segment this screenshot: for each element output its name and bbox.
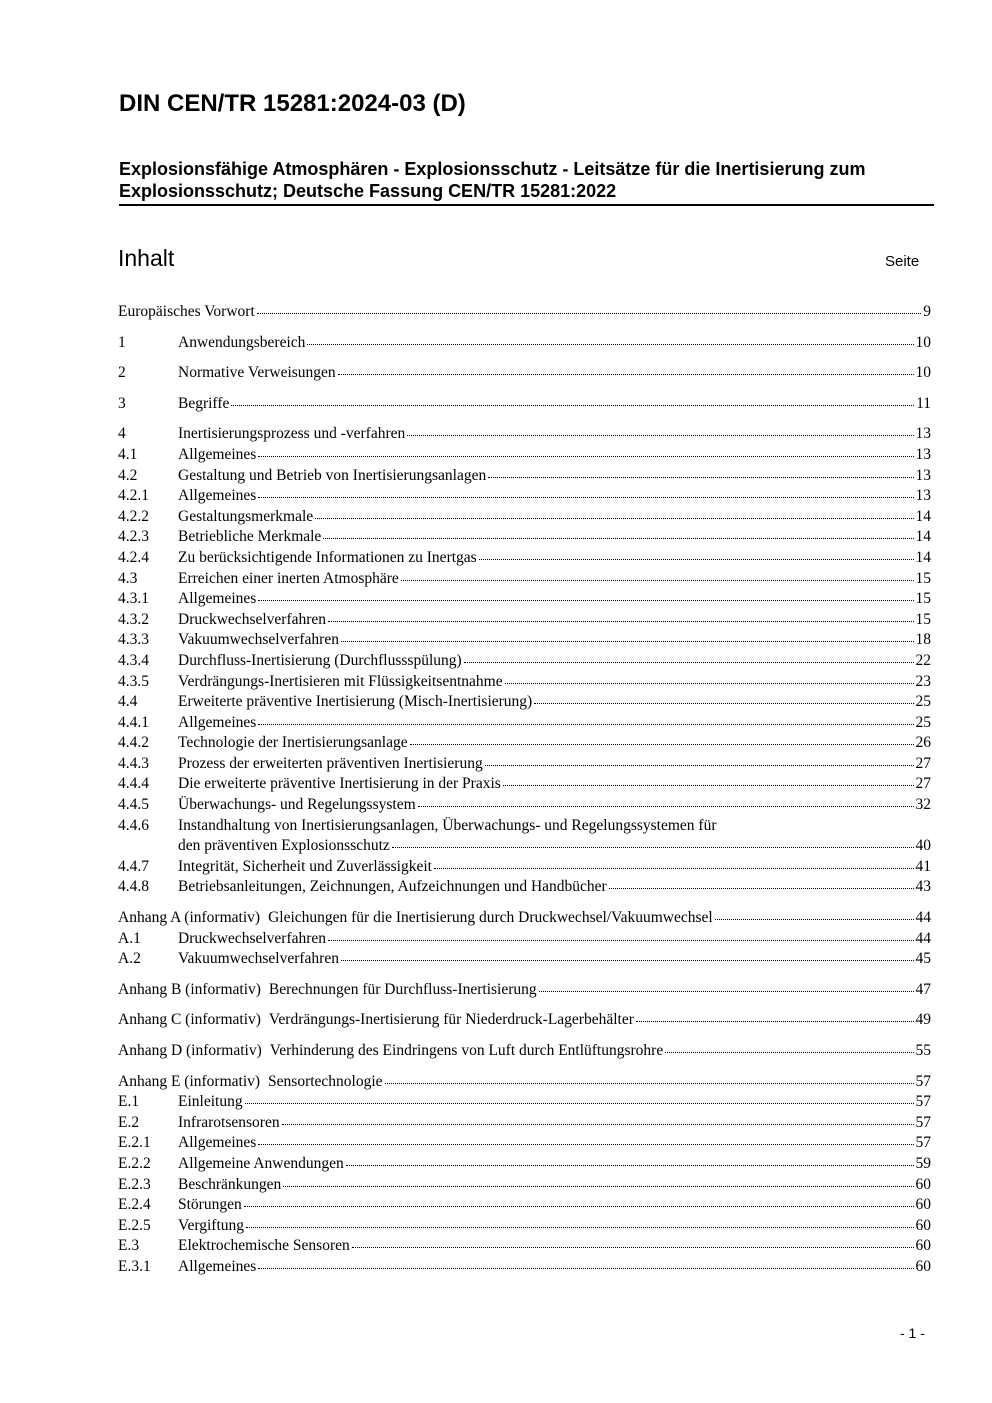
toc-entry-title: Zu berücksichtigende Informationen zu Inertgas (178, 548, 477, 566)
toc-entry-title: Beschränkungen (178, 1175, 282, 1193)
toc-entry-title: Allgemeines (178, 487, 257, 505)
toc-entry-number: 4.4.8 (118, 878, 149, 896)
toc-leader-dots (244, 1205, 914, 1207)
toc-entry[interactable] (118, 394, 931, 415)
toc-leader-dots (282, 1123, 914, 1125)
toc-leader-dots (665, 1051, 913, 1053)
toc-entry-number: 4 (118, 425, 126, 443)
toc-entry-title: Infrarotsensoren (178, 1113, 280, 1131)
toc-leader-dots (539, 990, 914, 992)
toc-entry-title: Verhinderung des Eindringens von Luft durch Entlüftungsrohre (269, 1042, 664, 1059)
toc-entry-title: Gestaltungsmerkmale (178, 507, 314, 525)
toc-entry-number: 4.2 (118, 466, 138, 484)
toc-entry-title: Überwachungs- und Regelungssystem (178, 796, 416, 814)
toc-entry-number: 4.4.1 (118, 713, 149, 731)
toc-leader-dots (231, 404, 914, 406)
toc-entry[interactable] (118, 1092, 931, 1113)
toc-entry-page: 44 (915, 929, 931, 947)
toc-entry[interactable] (118, 486, 931, 507)
toc-entry-number: 3 (118, 394, 126, 412)
toc-entry-page: 26 (915, 734, 931, 752)
toc-entry[interactable] (118, 816, 931, 857)
toc-entry-page: 11 (916, 394, 931, 412)
toc-entry-page: 13 (915, 487, 931, 505)
toc-annex-label: Anhang E (informativ) (118, 1072, 261, 1090)
toc-entry-page: 13 (915, 425, 931, 443)
toc-leader-dots (609, 887, 914, 889)
toc-entry-title: Allgemeine Anwendungen (178, 1154, 344, 1172)
toc-entry-title: Allgemeines (178, 1134, 257, 1152)
toc-leader-dots (283, 1185, 913, 1187)
toc-entry[interactable] (118, 507, 931, 528)
toc-entry[interactable] (118, 424, 931, 445)
toc-entry-number: 4.3.1 (118, 590, 149, 608)
toc-entry-title: Druckwechselverfahren (178, 610, 327, 628)
toc-leader-dots (328, 620, 913, 622)
toc-entry-page: 15 (915, 610, 931, 628)
toc-leader-dots (464, 661, 914, 663)
toc-entry-title: Sensortechnologie (268, 1072, 383, 1090)
toc-entry[interactable] (118, 569, 931, 590)
toc-entry-page: 14 (915, 507, 931, 525)
toc-entry-page: 60 (915, 1237, 931, 1255)
toc-entry-title: Störungen (178, 1196, 242, 1214)
toc-entry-number: E.3.1 (118, 1257, 151, 1275)
toc-entry[interactable] (118, 610, 931, 631)
toc-entry-title: Prozess der erweiterten präventiven Inertisierung (178, 754, 483, 772)
toc-annex-label: Anhang D (informativ) (118, 1042, 262, 1059)
toc-leader-dots (258, 455, 913, 457)
toc-entry-page: 13 (915, 466, 931, 484)
toc-entry-page: 14 (915, 548, 931, 566)
toc-entry-number: A.2 (118, 950, 141, 968)
toc-entry[interactable] (118, 1236, 931, 1257)
toc-entry-number: 4.3.5 (118, 672, 149, 690)
toc-leader-dots (307, 343, 913, 345)
toc-leader-dots (505, 682, 914, 684)
toc-entry-number: 2 (118, 364, 126, 382)
toc-entry-title: Elektrochemische Sensoren (178, 1237, 350, 1255)
toc-entry[interactable] (118, 1154, 931, 1175)
toc-entry-page: 18 (915, 631, 931, 649)
toc-entry-page: 45 (915, 950, 931, 968)
toc-entry-title: Berechnungen für Durchfluss-Inertisierung (268, 980, 537, 998)
toc-entry[interactable] (118, 1175, 931, 1196)
toc-entry-title: Anwendungsbereich (178, 333, 306, 351)
toc-entry-title: Die erweiterte präventive Inertisierung in der Praxis (178, 775, 501, 793)
toc-entry[interactable] (118, 795, 931, 816)
toc-leader-dots (258, 1143, 913, 1145)
toc-entry-title: Allgemeines (178, 1257, 257, 1275)
toc-entry[interactable] (118, 857, 931, 878)
toc-entry-page: 57 (915, 1072, 931, 1090)
toc-leader-dots (636, 1020, 914, 1022)
toc-entry[interactable] (118, 1216, 931, 1237)
toc-entry-number: 4.2.2 (118, 507, 149, 525)
toc-leader-dots (401, 579, 914, 581)
toc-entry-title: Vakuumwechselverfahren (178, 950, 339, 968)
toc-entry-title: Vergiftung (178, 1216, 245, 1234)
toc-leader-dots (246, 1226, 913, 1228)
toc-leader-dots (488, 476, 913, 478)
toc-entry[interactable] (118, 1133, 931, 1154)
toc-annex-label: Anhang A (informativ) (118, 909, 261, 927)
toc-entry-number: E.2 (118, 1113, 140, 1131)
toc-entry[interactable] (118, 980, 931, 1001)
toc-entry[interactable] (118, 692, 931, 713)
toc-entry-page: 59 (915, 1154, 931, 1172)
toc-entry-number: E.2.5 (118, 1216, 151, 1234)
toc-entry[interactable] (118, 445, 931, 466)
toc-leader-dots (503, 784, 914, 786)
toc-leader-dots (258, 599, 913, 601)
toc-entry-title: Erreichen einer inerten Atmosphäre (178, 569, 399, 587)
toc-entry-page: 22 (915, 651, 931, 669)
toc-entry-number: 4.4.5 (118, 796, 149, 814)
toc-leader-dots (434, 867, 914, 869)
toc-leader-dots (338, 373, 914, 375)
toc-entry[interactable] (118, 363, 931, 384)
toc-leader-dots (245, 1102, 914, 1104)
toc-entry[interactable] (118, 589, 931, 610)
toc-entry-number: 4.4.6 (118, 816, 149, 834)
toc-entry-page: 14 (915, 528, 931, 546)
toc-entry-page: 41 (915, 857, 931, 875)
toc-entry-title: Integrität, Sicherheit und Zuverlässigkeit (178, 857, 432, 875)
toc-entry[interactable] (118, 929, 931, 950)
toc-entry-page: 23 (915, 672, 931, 690)
toc-entry-page: 25 (915, 693, 931, 711)
toc-entry-number: 4.4.4 (118, 775, 149, 793)
toc-entry-number: 4.4 (118, 693, 138, 711)
toc-entry-page: 10 (915, 364, 931, 382)
toc-entry-title: Einleitung (178, 1093, 243, 1111)
toc-entry[interactable] (118, 1072, 931, 1093)
toc-leader-dots (485, 764, 914, 766)
toc-entry-title: Vakuumwechselverfahren (178, 631, 339, 649)
toc-entry-title: Betriebsanleitungen, Zeichnungen, Aufzeichnungen und Handbücher (178, 878, 607, 896)
toc-entry[interactable] (118, 1257, 931, 1278)
toc-entry-number: 4.4.2 (118, 734, 149, 752)
toc-leader-dots (410, 743, 914, 745)
toc-entry-number: 1 (118, 333, 126, 351)
toc-entry[interactable] (118, 672, 931, 693)
toc-page-label: Seite (885, 253, 920, 270)
toc-entry-page: 15 (915, 590, 931, 608)
toc-entry-title: Druckwechselverfahren (178, 929, 327, 947)
toc-leader-dots (257, 312, 921, 314)
toc-entry[interactable] (118, 877, 931, 898)
document-title: DIN CEN/TR 15281:2024-03 (D) (119, 90, 466, 117)
toc-entry[interactable] (118, 774, 931, 795)
toc-leader-dots (341, 640, 914, 642)
toc-entry-page: 60 (915, 1257, 931, 1275)
toc-entry-title: Allgemeines (178, 445, 257, 463)
toc-entry-number: 4.3.2 (118, 610, 149, 628)
toc-entry-page: 60 (915, 1196, 931, 1214)
toc-entry-page: 49 (915, 1011, 931, 1029)
toc-entry-number: 4.3.4 (118, 651, 149, 669)
toc-entry[interactable] (118, 754, 931, 775)
toc-entry-number: 4.2.3 (118, 528, 149, 546)
toc-leader-dots (418, 805, 914, 807)
toc-entry[interactable] (118, 548, 931, 569)
toc-entry-title: Inertisierungsprozess und -verfahren (178, 425, 406, 443)
toc-entry-number: E.2.3 (118, 1175, 151, 1193)
toc-entry[interactable] (118, 908, 931, 929)
toc-entry-page: 27 (915, 754, 931, 772)
toc-entry-title: Verdrängungs-Inertisieren mit Flüssigkeitsentnahme (178, 672, 503, 690)
toc-entry-number: E.2.1 (118, 1134, 151, 1152)
toc-heading: Inhalt (118, 245, 175, 271)
toc-leader-dots (392, 846, 914, 848)
toc-entry-number: E.1 (118, 1093, 140, 1111)
toc-leader-dots (323, 537, 913, 539)
toc-entry-number: E.3 (118, 1237, 140, 1255)
toc-entry[interactable] (118, 1041, 931, 1062)
toc-entry-number: 4.2.1 (118, 487, 149, 505)
toc-entry-number: 4.2.4 (118, 548, 149, 566)
toc-entry-title: Durchfluss-Inertisierung (Durchflussspülung) (178, 651, 462, 669)
toc-entry-page: 55 (915, 1042, 931, 1059)
toc-entry[interactable] (118, 466, 931, 487)
page-number: - 1 - (900, 1325, 925, 1341)
toc-leader-dots (258, 496, 913, 498)
toc-entry-page: 60 (915, 1216, 931, 1234)
toc-entry-title: Allgemeines (178, 590, 257, 608)
toc-leader-dots (341, 959, 914, 961)
toc-entry-title: Normative Verweisungen (178, 364, 336, 382)
toc-entry-page: 44 (915, 909, 931, 927)
toc-entry[interactable] (118, 733, 931, 754)
toc-entry-title: Verdrängungs-Inertisierung für Niederdruck-Lagerbehälter (268, 1011, 634, 1029)
toc-entry[interactable] (118, 651, 931, 672)
toc-entry-page: 57 (915, 1134, 931, 1152)
toc-entry-page: 57 (915, 1093, 931, 1111)
toc-entry-title: Technologie der Inertisierungsanlage (178, 734, 408, 752)
toc-entry-number: 4.3.3 (118, 631, 149, 649)
toc-leader-dots (258, 723, 913, 725)
toc-entry[interactable] (118, 1010, 931, 1031)
toc-entry-page: 25 (915, 713, 931, 731)
toc-entry-page: 40 (915, 837, 931, 855)
toc-entry[interactable] (118, 1195, 931, 1216)
toc-entry-number: E.2.4 (118, 1196, 151, 1214)
toc-entry[interactable] (118, 527, 931, 548)
document-subtitle: Explosionsfähige Atmosphären - Explosionsschutz - Leitsätze für die Inertisierung zum Explosionsschutz; Deutsche Fassung CEN/TR 15281:2022 (119, 158, 934, 206)
toc-entry[interactable] (118, 1113, 931, 1134)
toc-entry-page: 27 (915, 775, 931, 793)
toc-leader-dots (346, 1164, 914, 1166)
toc-entry-page: 57 (915, 1113, 931, 1131)
toc-entry-title-continued: den präventiven Explosionsschutz (178, 837, 390, 855)
toc-entry[interactable] (118, 713, 931, 734)
toc-entry-title: Gestaltung und Betrieb von Inertisierungsanlagen (178, 466, 487, 484)
table-of-contents (118, 302, 931, 1278)
toc-entry-number: 4.4.7 (118, 857, 149, 875)
toc-leader-dots (258, 1267, 913, 1269)
toc-leader-dots (407, 434, 913, 436)
toc-entry-title: Allgemeines (178, 713, 257, 731)
toc-entry-page: 43 (915, 878, 931, 896)
toc-entry-page: 60 (915, 1175, 931, 1193)
toc-leader-dots (328, 939, 913, 941)
toc-entry-number: A.1 (118, 929, 141, 947)
toc-leader-dots (315, 517, 913, 519)
toc-entry-page: 10 (915, 333, 931, 351)
toc-entry-number: 4.4.3 (118, 754, 149, 772)
toc-entry-title: Begriffe (178, 394, 230, 412)
toc-entry-page: 15 (915, 569, 931, 587)
toc-annex-label: Anhang C (informativ) (118, 1011, 261, 1029)
toc-entry-page: 9 (923, 303, 931, 320)
toc-leader-dots (352, 1246, 914, 1248)
toc-entry-title: Gleichungen für die Inertisierung durch Druckwechsel/Vakuumwechsel (268, 909, 713, 927)
toc-leader-dots (534, 702, 913, 704)
toc-entry-title: Erweiterte präventive Inertisierung (Misch-Inertisierung) (178, 693, 533, 711)
toc-entry-page: 32 (915, 796, 931, 814)
toc-entry-number: E.2.2 (118, 1154, 151, 1172)
toc-leader-dots (385, 1082, 914, 1084)
toc-annex-label: Anhang B (informativ) (118, 980, 261, 998)
toc-entry-number: 4.1 (118, 445, 138, 463)
toc-entry-title: Betriebliche Merkmale (178, 528, 322, 546)
toc-entry-number: 4.3 (118, 569, 138, 587)
toc-leader-dots (479, 558, 914, 560)
toc-entry-page: 13 (915, 445, 931, 463)
toc-entry[interactable] (118, 630, 931, 651)
toc-entry[interactable] (118, 949, 931, 970)
toc-entry-title: Instandhaltung von Inertisierungsanlagen, Überwachungs- und Regelungssystemen für (178, 816, 717, 834)
toc-leader-dots (715, 918, 914, 920)
toc-entry-title: Europäisches Vorwort (118, 303, 255, 320)
toc-entry-page: 47 (915, 980, 931, 998)
toc-entry[interactable] (118, 302, 931, 323)
toc-entry[interactable] (118, 333, 931, 354)
